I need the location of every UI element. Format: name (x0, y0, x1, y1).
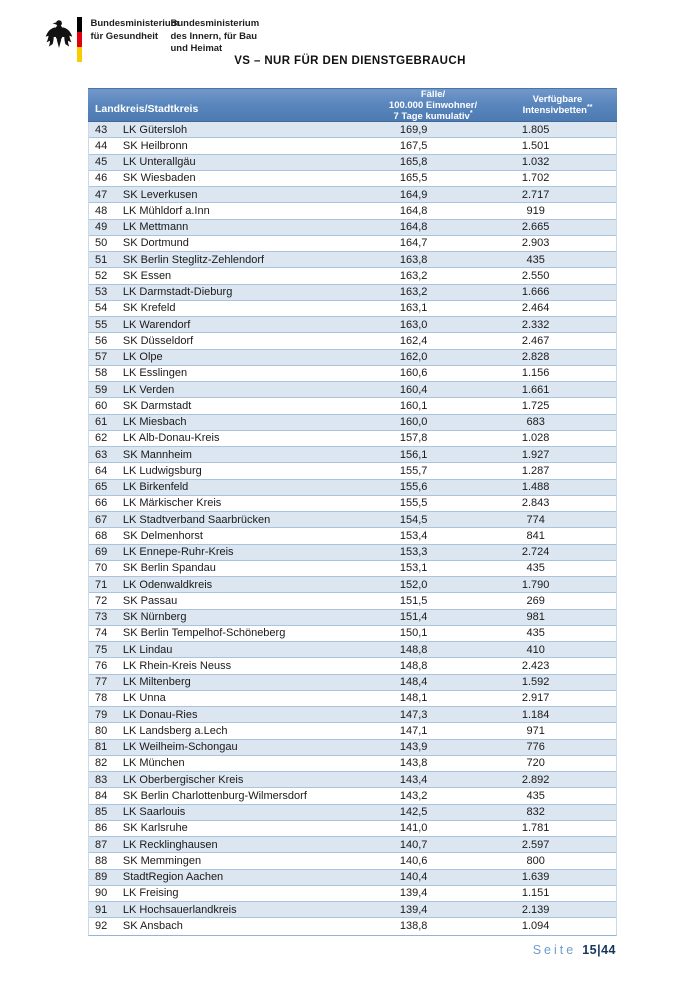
flag-black (77, 17, 82, 32)
table-row (89, 821, 616, 837)
row-beds-value: 2.550 (521, 269, 550, 282)
row-kreis-name: LK Lindau (122, 643, 173, 656)
row-rank: 74 (95, 627, 108, 640)
row-kreis-name: SK Memmingen (122, 854, 202, 867)
row-kreis-name: SK Darmstadt (122, 399, 192, 412)
row-beds-value: 269 (526, 594, 545, 607)
row-kreis-name: LK Birkenfeld (122, 481, 189, 494)
row-cases-value: 164,8 (399, 221, 428, 234)
table-row (89, 837, 616, 853)
row-beds-value: 2.467 (521, 334, 550, 347)
row-beds-value: 1.661 (521, 383, 550, 396)
row-rank: 81 (95, 741, 108, 754)
row-rank: 80 (95, 724, 108, 737)
row-rank: 63 (95, 448, 108, 461)
row-cases-value: 143,9 (399, 741, 428, 754)
row-kreis-name: LK Mühldorf a.Inn (122, 204, 210, 217)
row-beds-value: 2.139 (521, 903, 550, 916)
row-cases-value: 167,5 (399, 139, 428, 152)
row-cases-value: 155,5 (399, 497, 428, 510)
row-rank: 75 (95, 643, 108, 656)
row-cases-value: 162,0 (399, 351, 428, 364)
row-cases-value: 140,7 (399, 838, 428, 851)
row-cases-value: 160,6 (399, 367, 428, 380)
row-cases-value: 143,4 (399, 773, 428, 786)
row-cases-value: 157,8 (399, 432, 428, 445)
row-beds-value: 2.665 (521, 221, 550, 234)
row-beds-value: 971 (526, 724, 545, 737)
row-kreis-name: LK Miesbach (122, 416, 187, 429)
row-kreis-name: LK Recklinghausen (122, 838, 218, 851)
row-rank: 79 (95, 708, 108, 721)
row-rank: 61 (95, 416, 108, 429)
table-row (89, 496, 616, 512)
row-kreis-name: StadtRegion Aachen (122, 871, 224, 884)
col-header-landkreis: Landkreis/Stadtkreis (95, 103, 199, 115)
row-beds-value: 435 (526, 789, 545, 802)
row-cases-value: 147,3 (399, 708, 428, 721)
row-cases-value: 143,8 (399, 757, 428, 770)
table-row (89, 463, 616, 479)
row-cases-value: 151,4 (399, 611, 428, 624)
row-cases-value: 148,8 (399, 643, 428, 656)
row-rank: 88 (95, 854, 108, 867)
ministry-interior-name: Bundesministerium des Innern, für Bau und Heimat (170, 18, 260, 54)
table-row (89, 918, 616, 934)
row-kreis-name: SK Passau (122, 594, 178, 607)
table-row (89, 740, 616, 756)
row-beds-value: 2.332 (521, 318, 550, 331)
row-beds-value: 1.702 (521, 172, 550, 185)
table-row (89, 853, 616, 869)
row-rank: 77 (95, 676, 108, 689)
table-row (89, 301, 616, 317)
row-beds-value: 2.892 (521, 773, 550, 786)
row-rank: 89 (95, 871, 108, 884)
row-beds-value: 1.151 (521, 887, 550, 900)
row-cases-value: 151,5 (399, 594, 428, 607)
row-kreis-name: LK Ludwigsburg (122, 464, 202, 477)
row-cases-value: 153,4 (399, 529, 428, 542)
row-kreis-name: LK Warendorf (122, 318, 191, 331)
table-row (89, 415, 616, 431)
row-kreis-name: SK Berlin Charlottenburg-Wilmersdorf (122, 789, 307, 802)
row-rank: 47 (95, 188, 108, 201)
table-row (89, 252, 616, 268)
row-rank: 62 (95, 432, 108, 445)
row-kreis-name: SK Heilbronn (122, 139, 188, 152)
table-row (89, 805, 616, 821)
row-beds-value: 1.501 (521, 139, 550, 152)
row-kreis-name: LK Weilheim-Schongau (122, 741, 238, 754)
row-rank: 86 (95, 822, 108, 835)
row-kreis-name: SK Berlin Tempelhof-Schöneberg (122, 627, 286, 640)
row-cases-value: 147,1 (399, 724, 428, 737)
row-kreis-name: LK Unna (122, 692, 166, 705)
row-beds-value: 774 (526, 513, 545, 526)
row-beds-value: 683 (526, 416, 545, 429)
row-rank: 59 (95, 383, 108, 396)
row-beds-value: 1.790 (521, 578, 550, 591)
row-cases-value: 164,8 (399, 204, 428, 217)
row-cases-value: 140,6 (399, 854, 428, 867)
row-rank: 67 (95, 513, 108, 526)
row-cases-value: 154,5 (399, 513, 428, 526)
row-rank: 92 (95, 920, 108, 933)
row-rank: 90 (95, 887, 108, 900)
row-cases-value: 152,0 (399, 578, 428, 591)
row-kreis-name: LK Gütersloh (122, 123, 188, 136)
table-row (89, 691, 616, 707)
row-beds-value: 1.287 (521, 464, 550, 477)
row-cases-value: 155,6 (399, 481, 428, 494)
row-cases-value: 163,2 (399, 269, 428, 282)
row-cases-value: 160,1 (399, 399, 428, 412)
row-rank: 54 (95, 302, 108, 315)
row-cases-value: 163,0 (399, 318, 428, 331)
row-cases-value: 139,4 (399, 887, 428, 900)
row-rank: 64 (95, 464, 108, 477)
row-rank: 65 (95, 481, 108, 494)
table-row (89, 870, 616, 886)
row-kreis-name: SK Berlin Spandau (122, 562, 216, 575)
table-row (89, 545, 616, 561)
row-kreis-name: SK Leverkusen (122, 188, 198, 201)
table-row (89, 528, 616, 544)
table-row (89, 187, 616, 203)
table-row (89, 561, 616, 577)
row-kreis-name: LK Donau-Ries (122, 708, 198, 721)
row-rank: 55 (95, 318, 108, 331)
row-beds-value: 1.032 (521, 156, 550, 169)
table-row (89, 431, 616, 447)
row-kreis-name: SK Essen (122, 269, 172, 282)
row-cases-value: 142,5 (399, 806, 428, 819)
row-kreis-name: SK Delmenhorst (122, 529, 203, 542)
row-cases-value: 143,2 (399, 789, 428, 802)
col-header-intensivbetten: Verfügbare Intensivbetten** (522, 94, 593, 116)
table-row (89, 902, 616, 918)
row-rank: 57 (95, 351, 108, 364)
table-row (89, 788, 616, 804)
row-beds-value: 1.725 (521, 399, 550, 412)
row-beds-value: 981 (526, 611, 545, 624)
table-row (89, 593, 616, 609)
row-rank: 71 (95, 578, 108, 591)
table-row (89, 626, 616, 642)
row-rank: 91 (95, 903, 108, 916)
row-rank: 73 (95, 611, 108, 624)
flag-red (77, 32, 82, 47)
row-cases-value: 153,3 (399, 546, 428, 559)
row-cases-value: 165,8 (399, 156, 428, 169)
row-beds-value: 435 (526, 562, 545, 575)
row-kreis-name: LK Saarlouis (122, 806, 186, 819)
row-beds-value: 2.828 (521, 351, 550, 364)
row-rank: 53 (95, 286, 108, 299)
row-cases-value: 138,8 (399, 920, 428, 933)
row-kreis-name: SK Krefeld (122, 302, 176, 315)
row-beds-value: 435 (526, 253, 545, 266)
row-kreis-name: LK Odenwaldkreis (122, 578, 213, 591)
row-beds-value: 435 (526, 627, 545, 640)
row-kreis-name: SK Ansbach (122, 920, 183, 933)
row-kreis-name: SK Nürnberg (122, 611, 187, 624)
row-beds-value: 776 (526, 741, 545, 754)
row-kreis-name: LK Oberbergischer Kreis (122, 773, 244, 786)
row-cases-value: 141,0 (399, 822, 428, 835)
row-beds-value: 2.717 (521, 188, 550, 201)
row-beds-value: 2.843 (521, 497, 550, 510)
row-kreis-name: LK Ennepe-Ruhr-Kreis (122, 546, 234, 559)
row-cases-value: 164,7 (399, 237, 428, 250)
row-beds-value: 2.464 (521, 302, 550, 315)
row-cases-value: 164,9 (399, 188, 428, 201)
row-kreis-name: LK Unterallgäu (122, 156, 196, 169)
table-row (89, 155, 616, 171)
row-rank: 72 (95, 594, 108, 607)
row-kreis-name: SK Karlsruhe (122, 822, 188, 835)
table-row (89, 203, 616, 219)
table-row (89, 675, 616, 691)
table-row (89, 398, 616, 414)
col-header-faelle: Fälle/ 100.000 Einwohner/ 7 Tage kumulativ* (388, 88, 478, 122)
row-beds-value: 2.423 (521, 659, 550, 672)
row-rank: 66 (95, 497, 108, 510)
table-row (89, 447, 616, 463)
row-beds-value: 2.597 (521, 838, 550, 851)
page-footer (533, 943, 616, 957)
row-rank: 78 (95, 692, 108, 705)
row-cases-value: 140,4 (399, 871, 428, 884)
table-row (89, 382, 616, 398)
row-cases-value: 165,5 (399, 172, 428, 185)
row-rank: 51 (95, 253, 108, 266)
row-cases-value: 162,4 (399, 334, 428, 347)
row-cases-value: 153,1 (399, 562, 428, 575)
table-row (89, 220, 616, 236)
row-cases-value: 160,4 (399, 383, 428, 396)
row-kreis-name: LK Landsberg a.Lech (122, 724, 228, 737)
row-beds-value: 1.094 (521, 920, 550, 933)
row-rank: 46 (95, 172, 108, 185)
row-beds-value: 832 (526, 806, 545, 819)
row-rank: 45 (95, 156, 108, 169)
table-row (89, 772, 616, 788)
ministry-health-name: Bundesministerium für Gesundheit (90, 18, 180, 42)
table-row (89, 512, 616, 528)
row-kreis-name: SK Wiesbaden (122, 172, 196, 185)
row-rank: 48 (95, 204, 108, 217)
table-row (89, 122, 616, 138)
row-kreis-name: LK Darmstadt-Dieburg (122, 286, 233, 299)
table-row (89, 577, 616, 593)
table-row (89, 707, 616, 723)
row-rank: 58 (95, 367, 108, 380)
row-cases-value: 139,4 (399, 903, 428, 916)
row-beds-value: 1.927 (521, 448, 550, 461)
row-kreis-name: LK Miltenberg (122, 676, 191, 689)
table-row (89, 480, 616, 496)
row-cases-value: 160,0 (399, 416, 428, 429)
row-cases-value: 163,8 (399, 253, 428, 266)
footnote-marker: * (469, 109, 473, 117)
row-beds-value: 1.592 (521, 676, 550, 689)
row-beds-value: 1.805 (521, 123, 550, 136)
table-row (89, 610, 616, 626)
row-cases-value: 156,1 (399, 448, 428, 461)
row-rank: 43 (95, 123, 108, 136)
footnote-marker: ** (586, 103, 593, 111)
table-row (89, 366, 616, 382)
row-cases-value: 163,2 (399, 286, 428, 299)
row-cases-value: 155,7 (399, 464, 428, 477)
row-beds-value: 1.184 (521, 708, 550, 721)
table-row (89, 285, 616, 301)
row-cases-value: 148,4 (399, 676, 428, 689)
row-beds-value: 841 (526, 529, 545, 542)
row-rank: 50 (95, 237, 108, 250)
row-beds-value: 2.724 (521, 546, 550, 559)
footer-page-number: 15|44 (582, 943, 616, 957)
row-beds-value: 1.666 (521, 286, 550, 299)
table-row (89, 658, 616, 674)
row-cases-value: 148,8 (399, 659, 428, 672)
table-row (89, 138, 616, 154)
table-body (88, 122, 617, 936)
row-beds-value: 1.156 (521, 367, 550, 380)
row-rank: 87 (95, 838, 108, 851)
row-rank: 56 (95, 334, 108, 347)
row-rank: 85 (95, 806, 108, 819)
row-rank: 69 (95, 546, 108, 559)
table-row (89, 333, 616, 349)
row-beds-value: 1.639 (521, 871, 550, 884)
row-beds-value: 720 (526, 757, 545, 770)
row-beds-value: 1.781 (521, 822, 550, 835)
row-rank: 49 (95, 221, 108, 234)
row-beds-value: 2.917 (521, 692, 550, 705)
row-kreis-name: LK Märkischer Kreis (122, 497, 222, 510)
row-kreis-name: LK Hochsauerlandkreis (122, 903, 237, 916)
table-row (89, 886, 616, 902)
row-beds-value: 1.028 (521, 432, 550, 445)
row-rank: 44 (95, 139, 108, 152)
table-row (89, 268, 616, 284)
row-cases-value: 169,9 (399, 123, 428, 136)
table-row (89, 236, 616, 252)
row-kreis-name: LK Olpe (122, 351, 163, 364)
row-beds-value: 410 (526, 643, 545, 656)
table-row (89, 317, 616, 333)
row-kreis-name: LK Stadtverband Saarbrücken (122, 513, 271, 526)
row-rank: 70 (95, 562, 108, 575)
incidence-table (88, 88, 617, 936)
row-beds-value: 800 (526, 854, 545, 867)
table-header-row (88, 88, 617, 122)
row-kreis-name: LK Verden (122, 383, 175, 396)
row-rank: 84 (95, 789, 108, 802)
row-rank: 76 (95, 659, 108, 672)
row-rank: 60 (95, 399, 108, 412)
row-kreis-name: SK Berlin Steglitz-Zehlendorf (122, 253, 265, 266)
row-rank: 52 (95, 269, 108, 282)
row-cases-value: 150,1 (399, 627, 428, 640)
row-kreis-name: LK Mettmann (122, 221, 189, 234)
table-row (89, 756, 616, 772)
row-rank: 68 (95, 529, 108, 542)
row-kreis-name: LK München (122, 757, 185, 770)
row-cases-value: 148,1 (399, 692, 428, 705)
bundesadler-eagle-icon (44, 16, 74, 50)
table-row (89, 171, 616, 187)
table-row (89, 723, 616, 739)
row-cases-value: 163,1 (399, 302, 428, 315)
row-kreis-name: SK Düsseldorf (122, 334, 194, 347)
row-rank: 83 (95, 773, 108, 786)
table-row (89, 642, 616, 658)
row-kreis-name: LK Esslingen (122, 367, 188, 380)
row-beds-value: 1.488 (521, 481, 550, 494)
row-kreis-name: LK Rhein-Kreis Neuss (122, 659, 232, 672)
row-rank: 82 (95, 757, 108, 770)
row-beds-value: 2.903 (521, 237, 550, 250)
classification-title: VS – NUR FÜR DEN DIENSTGEBRAUCH (234, 55, 466, 67)
table-row (89, 350, 616, 366)
row-beds-value: 919 (526, 204, 545, 217)
row-kreis-name: LK Freising (122, 887, 179, 900)
row-kreis-name: SK Dortmund (122, 237, 189, 250)
footer-seite-label: Seite (532, 943, 577, 957)
row-kreis-name: LK Alb-Donau-Kreis (122, 432, 220, 445)
row-kreis-name: SK Mannheim (122, 448, 192, 461)
